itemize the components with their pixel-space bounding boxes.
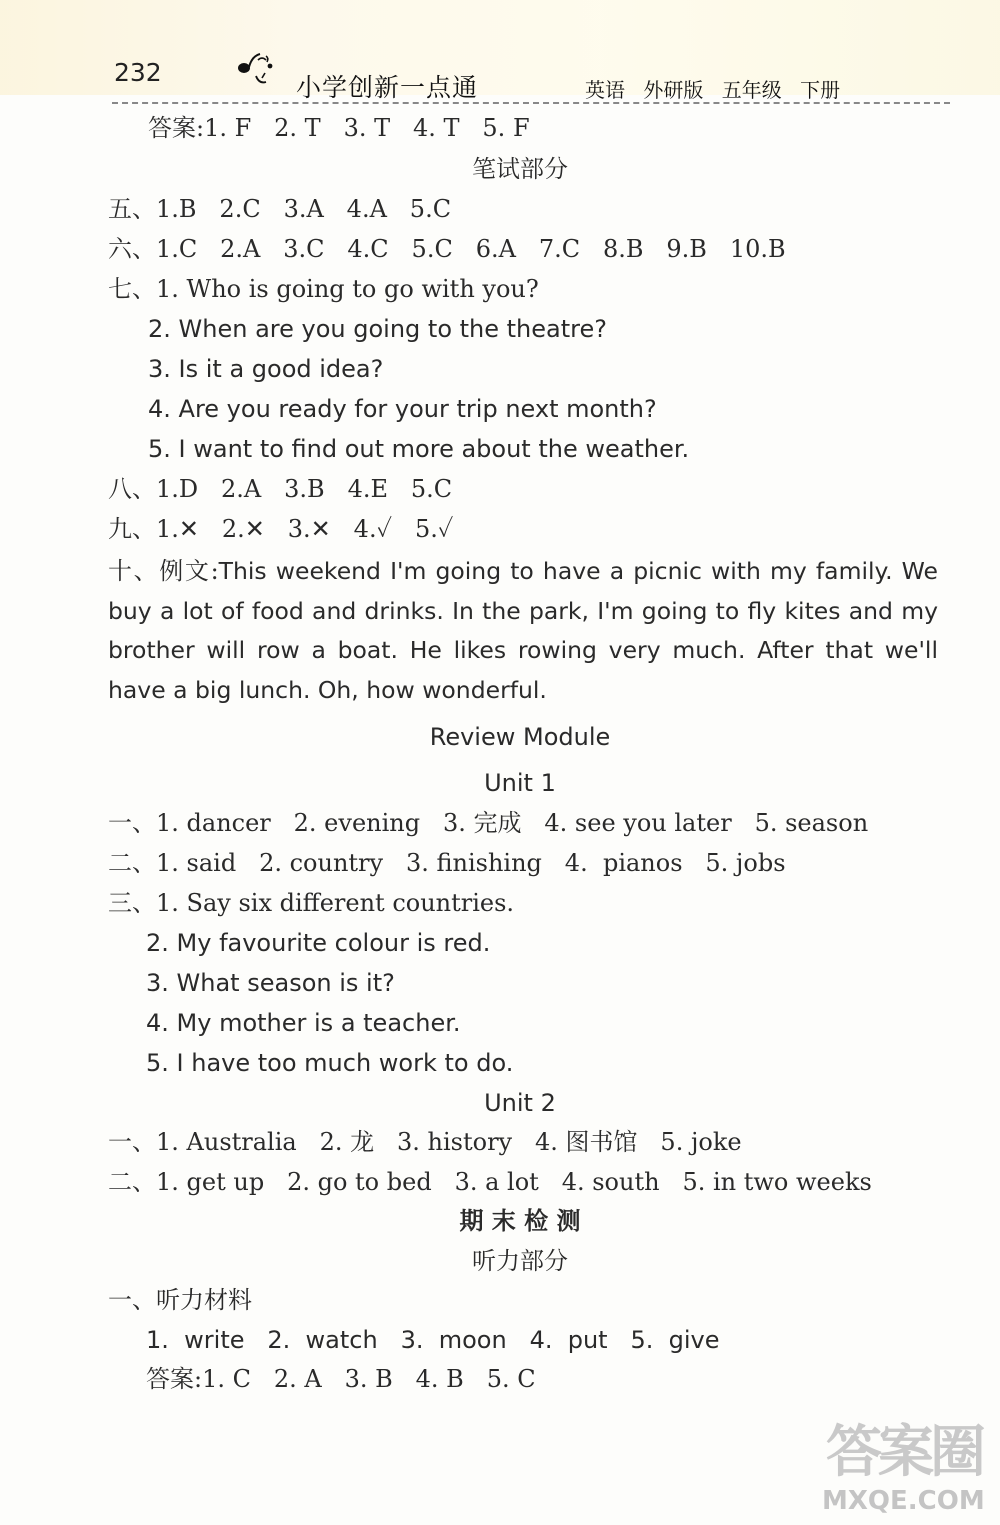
sample-essay-label: 十、例文: xyxy=(108,557,219,585)
answer-line-q8: 八、1.D 2.A 3.B 4.E 5.C xyxy=(108,475,453,503)
answer-line-q7-3: 3. Is it a good idea? xyxy=(148,355,384,383)
answer-line-q7-5: 5. I want to find out more about the weather. xyxy=(148,435,690,463)
section-heading-unit-2: Unit 2 xyxy=(484,1089,556,1117)
answer-line-bottom: 答案:1. C 2. A 3. B 4. B 5. C xyxy=(146,1365,536,1393)
unit1-answer-line-1: 一、1. dancer 2. evening 3. 完成 4. see you later 5. season xyxy=(108,809,869,837)
answer-line-q6: 六、1.C 2.A 3.C 4.C 5.C 6.A 7.C 8.B 9.B 10.B xyxy=(108,235,786,263)
section-heading-written: 笔试部分 xyxy=(472,155,568,183)
site-watermark xyxy=(822,1402,992,1522)
unit1-answer-line-3-3: 3. What season is it? xyxy=(146,969,395,997)
listening-material-label: 一、听力材料 xyxy=(108,1286,252,1314)
volume-label: 下册 xyxy=(800,78,841,102)
unit1-answer-line-3-2: 2. My favourite colour is red. xyxy=(146,929,491,957)
unit1-answer-line-3-5: 5. I have too much work to do. xyxy=(146,1049,514,1077)
music-note-icon xyxy=(232,48,282,92)
answer-line-q7-1: 七、1. Who is going to go with you? xyxy=(108,275,539,303)
answer-line-top: 答案:1. F 2. T 3. T 4. T 5. F xyxy=(148,114,530,142)
page-header xyxy=(0,0,1000,110)
sample-essay xyxy=(108,552,938,710)
unit2-answer-line-2: 二、1. get up 2. go to bed 3. a lot 4. south 5. in two weeks xyxy=(108,1168,872,1196)
edition-label: 外研版 xyxy=(643,78,704,102)
unit1-answer-line-3-4: 4. My mother is a teacher. xyxy=(146,1009,461,1037)
book-meta xyxy=(585,74,852,103)
answer-line-q9: 九、1.✕ 2.✕ 3.✕ 4.✓ 5.✓ xyxy=(108,515,454,543)
unit2-answer-line-1: 一、1. Australia 2. 龙 3. history 4. 图书馆 5. joke xyxy=(108,1128,742,1156)
sample-essay-text: This weekend I'm going to have a picnic with my family. We buy a lot of food and drinks. In the park, I'm going to fly kites and my brother will row a boat. He likes rowing very much. After that we'll have a big lunch. Oh, how wonderful. xyxy=(108,557,938,704)
grade-label: 五年级 xyxy=(721,78,782,102)
listening-words-line: 1. write 2. watch 3. moon 4. put 5. give xyxy=(146,1326,720,1354)
section-heading-review-module: Review Module xyxy=(429,723,611,751)
section-heading-listening: 听力部分 xyxy=(472,1247,568,1275)
watermark-logo: 答案圈 xyxy=(826,1420,982,1485)
section-heading-unit-1: Unit 1 xyxy=(484,769,556,797)
watermark-url: MXQE.COM xyxy=(822,1486,985,1516)
book-title: 小学创新一点通 xyxy=(296,73,479,102)
section-heading-final-exam: 期 末 检 测 xyxy=(459,1206,581,1235)
unit1-answer-line-3-1: 三、1. Say six different countries. xyxy=(108,889,515,917)
header-divider xyxy=(112,102,950,104)
unit1-answer-line-2: 二、1. said 2. country 3. finishing 4. pianos 5. jobs xyxy=(108,849,786,877)
subject-label: 英语 xyxy=(585,78,625,102)
answer-line-q5: 五、1.B 2.C 3.A 4.A 5.C xyxy=(108,195,452,223)
page-number: 232 xyxy=(114,58,162,87)
answer-line-q7-2: 2. When are you going to the theatre? xyxy=(148,315,607,343)
answer-line-q7-4: 4. Are you ready for your trip next month? xyxy=(148,395,657,423)
